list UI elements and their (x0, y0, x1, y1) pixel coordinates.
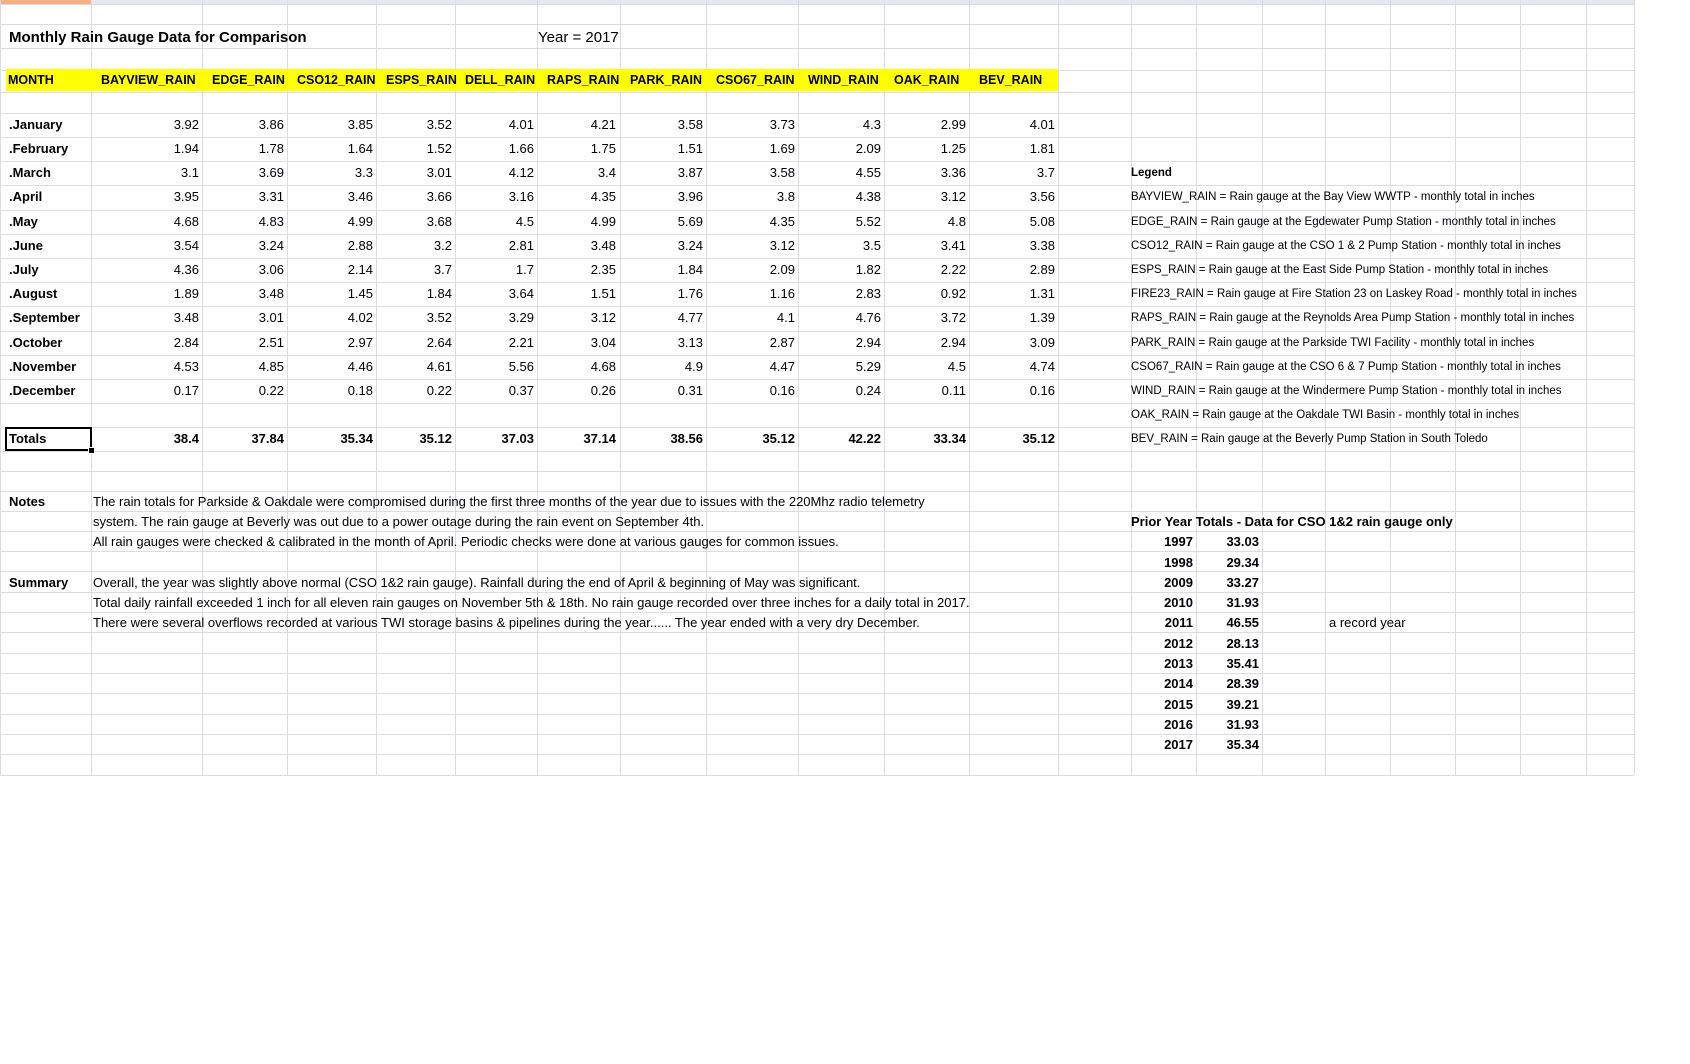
data-cell[interactable]: 0.22 (258, 383, 284, 398)
data-cell[interactable]: 4.12 (508, 165, 534, 180)
prior-value[interactable]: 39.21 (1226, 697, 1259, 712)
grid-row-line (0, 693, 1634, 694)
fill-handle[interactable] (88, 447, 95, 454)
data-cell[interactable]: 1.51 (590, 286, 616, 301)
prior-value[interactable]: 35.34 (1226, 737, 1259, 752)
data-cell[interactable]: 3.96 (677, 189, 703, 204)
grid-column-line (1058, 0, 1059, 775)
data-cell[interactable]: 4.8 (947, 214, 966, 229)
month-label[interactable]: .February (9, 141, 69, 156)
grid-row-line (0, 571, 1634, 572)
total-cell[interactable]: 35.12 (1022, 431, 1055, 446)
prior-value[interactable]: 31.93 (1226, 717, 1259, 732)
data-cell[interactable]: 1.16 (769, 286, 795, 301)
data-cell[interactable]: 2.87 (769, 335, 795, 350)
data-cell[interactable]: 3.54 (173, 238, 199, 253)
data-cell[interactable]: 3.12 (940, 189, 966, 204)
data-cell[interactable]: 1.39 (1029, 310, 1055, 325)
data-cell[interactable]: 3.16 (508, 189, 534, 204)
data-cell[interactable]: 1.75 (590, 141, 616, 156)
data-cell[interactable]: 4.53 (173, 359, 199, 374)
data-cell[interactable]: 4.36 (173, 262, 199, 277)
grid-row-line (0, 24, 1634, 25)
grid-row-line (0, 471, 1634, 472)
summary-line[interactable]: Total daily rainfall exceeded 1 inch for all eleven rain gauges on November 5th & 18th. No rain gauge recorded over three inches for a daily total in 2017. (93, 595, 970, 610)
data-cell[interactable]: 3.2 (433, 238, 452, 253)
prior-year[interactable]: 2012 (1164, 636, 1193, 651)
legend-item[interactable]: BEV_RAIN = Rain gauge at the Beverly Pump Station in South Toledo (1131, 433, 1488, 445)
grid-column-line (0, 0, 1, 775)
column-header[interactable]: BAYVIEW_RAIN (101, 73, 196, 87)
prior-year[interactable]: 2015 (1164, 697, 1193, 712)
data-cell[interactable]: 1.81 (1029, 141, 1055, 156)
data-cell[interactable]: 1.89 (173, 286, 199, 301)
grid-row-line (0, 161, 1634, 162)
data-cell[interactable]: 2.97 (347, 335, 373, 350)
data-cell[interactable]: 4.5 (515, 214, 534, 229)
grid-row-line (0, 379, 1634, 380)
legend-item[interactable]: OAK_RAIN = Rain gauge at the Oakdale TWI Basin - monthly total in inches (1131, 409, 1520, 421)
column-header[interactable]: OAK_RAIN (894, 73, 960, 87)
month-label[interactable]: .June (9, 238, 43, 253)
grid-column-line (798, 0, 799, 775)
column-header[interactable]: CSO12_RAIN (297, 73, 376, 87)
data-cell[interactable]: 3.41 (940, 238, 966, 253)
prior-value[interactable]: 31.93 (1226, 595, 1259, 610)
data-cell[interactable]: 0.18 (347, 383, 373, 398)
total-cell[interactable]: 42.22 (848, 431, 881, 446)
grid-column-line (376, 0, 377, 775)
data-cell[interactable]: 3.48 (258, 286, 284, 301)
data-cell[interactable]: 2.09 (855, 141, 881, 156)
data-cell[interactable]: 1.45 (347, 286, 373, 301)
data-cell[interactable]: 1.25 (940, 141, 966, 156)
data-cell[interactable]: 0.16 (769, 383, 795, 398)
legend-item[interactable]: CSO12_RAIN = Rain gauge at the CSO 1 & 2 Pump Station - monthly total in inches (1131, 240, 1561, 252)
data-cell[interactable]: 3.52 (426, 310, 452, 325)
data-cell[interactable]: 3.58 (769, 165, 795, 180)
data-cell[interactable]: 4.99 (590, 214, 616, 229)
grid-row-line (0, 592, 1634, 593)
data-cell[interactable]: 2.94 (940, 335, 966, 350)
data-cell[interactable]: 3.1 (180, 165, 199, 180)
data-cell[interactable]: 2.84 (173, 335, 199, 350)
data-cell[interactable]: 0.11 (941, 383, 966, 398)
prior-value[interactable]: 33.27 (1226, 575, 1259, 590)
data-cell[interactable]: 3.38 (1029, 238, 1055, 253)
data-cell[interactable]: 3.64 (508, 286, 534, 301)
data-cell[interactable]: 3.04 (590, 335, 616, 350)
data-cell[interactable]: 2.14 (347, 262, 373, 277)
prior-year[interactable]: 2011 (1164, 615, 1193, 630)
prior-value[interactable]: 35.41 (1226, 656, 1259, 671)
month-label[interactable]: .September (9, 310, 80, 325)
data-cell[interactable]: 3.24 (258, 238, 284, 253)
data-cell[interactable]: 4.61 (426, 359, 452, 374)
grid-row-line (0, 355, 1634, 356)
prior-year[interactable]: 1997 (1164, 534, 1193, 549)
grid-row-line (0, 551, 1634, 552)
data-cell[interactable]: 4.01 (1029, 117, 1055, 132)
grid-row-line (0, 734, 1634, 735)
data-cell[interactable]: 4.3 (862, 117, 881, 132)
data-cell[interactable]: 2.64 (426, 335, 452, 350)
data-cell[interactable]: 3.5 (862, 238, 881, 253)
legend-item[interactable]: WIND_RAIN = Rain gauge at the Windermere Pump Station - monthly total in inches (1131, 385, 1562, 397)
total-cell[interactable]: 35.12 (762, 431, 795, 446)
data-cell[interactable]: 0.24 (855, 383, 881, 398)
data-cell[interactable]: 4.01 (508, 117, 534, 132)
data-cell[interactable]: 0.16 (1029, 383, 1055, 398)
grid-row-line (0, 531, 1634, 532)
data-cell[interactable]: 4.21 (590, 117, 616, 132)
grid-row-line (0, 113, 1634, 114)
grid-row-line (0, 137, 1634, 138)
data-cell[interactable]: 2.88 (347, 238, 373, 253)
data-cell[interactable]: 5.52 (855, 214, 881, 229)
grid-row-line (0, 451, 1634, 452)
grid-column-line (884, 0, 885, 775)
prior-note[interactable]: a record year (1329, 615, 1406, 630)
data-cell[interactable]: 1.7 (515, 262, 534, 277)
month-label[interactable]: .August (9, 286, 58, 301)
data-cell[interactable]: 4.5 (947, 359, 966, 374)
data-cell[interactable]: 1.84 (426, 286, 452, 301)
month-label[interactable]: .October (9, 335, 63, 350)
data-cell[interactable]: 2.89 (1029, 262, 1055, 277)
grid-column-line (537, 0, 538, 775)
legend-item[interactable]: ESPS_RAIN = Rain gauge at the East Side Pump Station - monthly total in inches (1131, 264, 1549, 276)
grid-row-line (0, 258, 1634, 259)
prior-value[interactable]: 29.34 (1226, 555, 1259, 570)
column-header[interactable]: ESPS_RAIN (386, 73, 457, 87)
data-cell[interactable]: 4.83 (258, 214, 284, 229)
data-cell[interactable]: 4.9 (684, 359, 703, 374)
total-cell[interactable]: 37.03 (501, 431, 534, 446)
column-header[interactable]: BEV_RAIN (979, 73, 1043, 87)
data-cell[interactable]: 4.1 (776, 310, 795, 325)
prior-year[interactable]: 2013 (1164, 656, 1193, 671)
data-cell[interactable]: 2.51 (258, 335, 284, 350)
prior-value[interactable]: 28.13 (1226, 636, 1259, 651)
grid-row-line (0, 234, 1634, 235)
data-cell[interactable]: 0.26 (590, 383, 616, 398)
data-cell[interactable]: 3.52 (426, 117, 452, 132)
selected-cell[interactable] (5, 427, 92, 451)
legend-item[interactable]: PARK_RAIN = Rain gauge at the Parkside TWI Facility - monthly total in inches (1131, 337, 1535, 349)
data-cell[interactable]: 3.48 (173, 310, 199, 325)
grid-row-line (0, 331, 1634, 332)
data-cell[interactable]: 3.36 (940, 165, 966, 180)
grid-row-line (0, 48, 1634, 49)
data-cell[interactable]: 5.56 (508, 359, 534, 374)
data-cell[interactable]: 3.01 (258, 310, 284, 325)
column-header[interactable]: WIND_RAIN (808, 73, 879, 87)
data-cell[interactable]: 5.08 (1029, 214, 1055, 229)
legend-item[interactable]: FIRE23_RAIN = Rain gauge at Fire Station 23 on Laskey Road - monthly total in inches (1131, 288, 1577, 300)
data-cell[interactable]: 3.95 (173, 189, 199, 204)
prior-value[interactable]: 33.03 (1226, 534, 1259, 549)
prior-year[interactable]: 2010 (1164, 595, 1193, 610)
data-cell[interactable]: 1.51 (677, 141, 703, 156)
totals-label[interactable]: Totals (9, 431, 47, 446)
data-cell[interactable]: 3.68 (426, 214, 452, 229)
grid-column-line (455, 0, 456, 775)
year-label[interactable]: Year = 2017 (538, 29, 619, 46)
data-cell[interactable]: 1.69 (769, 141, 795, 156)
grid-row-line (0, 714, 1634, 715)
grid-row-line (0, 427, 1634, 428)
data-cell[interactable]: 1.94 (173, 141, 199, 156)
data-cell[interactable]: 3.06 (258, 262, 284, 277)
prior-years-title[interactable]: Prior Year Totals - Data for CSO 1&2 rain gauge only (1131, 514, 1453, 529)
data-cell[interactable]: 0.92 (940, 286, 966, 301)
data-cell[interactable]: 3.66 (426, 189, 452, 204)
data-cell[interactable]: 4.76 (855, 310, 881, 325)
notes-line[interactable]: system. The rain gauge at Beverly was out due to a power outage during the rain event on September 4th. (93, 514, 705, 529)
month-label[interactable]: .May (9, 214, 38, 229)
data-cell[interactable]: 0.37 (508, 383, 534, 398)
total-cell[interactable]: 38.56 (670, 431, 703, 446)
grid-column-line (202, 0, 203, 775)
prior-year[interactable]: 2017 (1164, 737, 1193, 752)
total-cell[interactable]: 35.12 (419, 431, 452, 446)
grid-row-line (0, 282, 1634, 283)
grid-row-line (0, 612, 1634, 613)
notes-line[interactable]: All rain gauges were checked & calibrated in the month of April. Periodic checks were done at various gauges for common issues. (93, 534, 839, 549)
data-cell[interactable]: 3.7 (1036, 165, 1055, 180)
data-cell[interactable]: 3.13 (677, 335, 703, 350)
total-cell[interactable]: 38.4 (173, 431, 199, 446)
summary-line[interactable]: Overall, the year was slightly above normal (CSO 1&2 rain gauge). Rainfall during the end of April & beginning of May was significant. (93, 575, 861, 590)
grid-row-line (0, 754, 1634, 755)
data-cell[interactable]: 1.78 (258, 141, 284, 156)
prior-year[interactable]: 2009 (1164, 575, 1193, 590)
summary-line[interactable]: There were several overflows recorded at various TWI storage basins & pipelines during the year...... The year ended with a very dry December. (93, 615, 920, 630)
grid-row-line (0, 511, 1634, 512)
summary-label[interactable]: Summary (9, 575, 69, 590)
total-cell[interactable]: 37.84 (251, 431, 284, 446)
data-cell[interactable]: 4.46 (347, 359, 373, 374)
data-cell[interactable]: 4.35 (590, 189, 616, 204)
grid-row-line (0, 673, 1634, 674)
data-cell[interactable]: 2.94 (855, 335, 881, 350)
grid-row-line (0, 632, 1634, 633)
data-cell[interactable]: 5.69 (677, 214, 703, 229)
data-cell[interactable]: 3.24 (677, 238, 703, 253)
data-cell[interactable]: 2.22 (940, 262, 966, 277)
legend-item[interactable]: RAPS_RAIN = Rain gauge at the Reynolds Area Pump Station - monthly total in inches (1131, 312, 1575, 324)
data-cell[interactable]: 4.35 (769, 214, 795, 229)
data-cell[interactable]: 3.73 (769, 117, 795, 132)
data-cell[interactable]: 4.77 (677, 310, 703, 325)
data-cell[interactable]: 4.68 (590, 359, 616, 374)
data-cell[interactable]: 3.85 (347, 117, 373, 132)
data-cell[interactable]: 1.76 (677, 286, 703, 301)
prior-value[interactable]: 28.39 (1226, 676, 1259, 691)
notes-label[interactable]: Notes (9, 494, 46, 509)
data-cell[interactable]: 3.31 (258, 189, 284, 204)
data-cell[interactable]: 3.58 (677, 117, 703, 132)
data-cell[interactable]: 1.82 (855, 262, 881, 277)
sheet-title[interactable]: Monthly Rain Gauge Data for Comparison (9, 29, 307, 46)
grid-row-line (0, 4, 1634, 5)
grid-row-line (0, 491, 1634, 492)
column-header[interactable]: CSO67_RAIN (716, 73, 795, 87)
grid-column-line (969, 0, 970, 775)
month-label[interactable]: .July (9, 262, 39, 277)
grid-row-line (0, 185, 1634, 186)
data-cell[interactable]: 2.09 (769, 262, 795, 277)
data-cell[interactable]: 3.92 (173, 117, 199, 132)
notes-line[interactable]: The rain totals for Parkside & Oakdale were compromised during the first three months of the year due to issues with the 220Mhz radio telemetry (93, 494, 925, 509)
month-label[interactable]: .December (9, 383, 76, 398)
prior-year[interactable]: 1998 (1164, 555, 1193, 570)
data-cell[interactable]: 4.02 (347, 310, 373, 325)
grid-column-line (1634, 0, 1635, 775)
data-cell[interactable]: 3.29 (508, 310, 534, 325)
legend-title[interactable]: Legend (1131, 167, 1172, 179)
data-cell[interactable]: 1.31 (1029, 286, 1055, 301)
column-header[interactable]: RAPS_RAIN (547, 73, 620, 87)
data-cell[interactable]: 3.3 (354, 165, 373, 180)
data-cell[interactable]: 0.31 (677, 383, 703, 398)
prior-year[interactable]: 2016 (1164, 717, 1193, 732)
data-cell[interactable]: 4.85 (258, 359, 284, 374)
grid-row-line (0, 775, 1634, 776)
legend-item[interactable]: CSO67_RAIN = Rain gauge at the CSO 6 & 7 Pump Station - monthly total in inches (1131, 361, 1561, 373)
column-header[interactable]: DELL_RAIN (465, 73, 536, 87)
grid-column-line (287, 0, 288, 775)
grid-column-line (620, 0, 621, 775)
data-cell[interactable]: 1.64 (347, 141, 373, 156)
data-cell[interactable]: 3.09 (1029, 335, 1055, 350)
data-cell[interactable]: 4.68 (173, 214, 199, 229)
data-cell[interactable]: 2.83 (855, 286, 881, 301)
data-cell[interactable]: 3.69 (258, 165, 284, 180)
data-cell[interactable]: 3.56 (1029, 189, 1055, 204)
legend-item[interactable]: EDGE_RAIN = Rain gauge at the Egdewater Pump Station - monthly total in inches (1131, 216, 1556, 228)
data-cell[interactable]: 4.55 (855, 165, 881, 180)
data-cell[interactable]: 5.29 (855, 359, 881, 374)
data-cell[interactable]: 3.12 (769, 238, 795, 253)
grid-column-line (91, 0, 92, 775)
grid-row-line (0, 92, 1634, 93)
prior-value[interactable]: 46.55 (1226, 615, 1259, 630)
data-cell[interactable]: 4.47 (769, 359, 795, 374)
data-cell[interactable]: 4.99 (347, 214, 373, 229)
data-cell[interactable]: 4.74 (1029, 359, 1055, 374)
data-cell[interactable]: 2.35 (590, 262, 616, 277)
data-cell[interactable]: 3.12 (590, 310, 616, 325)
data-cell[interactable]: 0.17 (173, 383, 199, 398)
month-label[interactable]: .March (9, 165, 51, 180)
data-cell[interactable]: 3.8 (776, 189, 795, 204)
column-header[interactable]: MONTH (8, 73, 54, 87)
data-cell[interactable]: 3.87 (677, 165, 703, 180)
data-cell[interactable]: 3.46 (347, 189, 373, 204)
data-cell[interactable]: 2.99 (940, 117, 966, 132)
data-cell[interactable]: 1.66 (508, 141, 534, 156)
month-label[interactable]: .November (9, 359, 77, 374)
total-cell[interactable]: 35.34 (340, 431, 373, 446)
grid-row-line (0, 653, 1634, 654)
data-cell[interactable]: 3.48 (590, 238, 616, 253)
data-cell[interactable]: 4.38 (855, 189, 881, 204)
data-cell[interactable]: 3.86 (258, 117, 284, 132)
data-cell[interactable]: 3.7 (433, 262, 452, 277)
month-label[interactable]: .January (9, 117, 63, 132)
data-cell[interactable]: 3.01 (426, 165, 452, 180)
prior-year[interactable]: 2014 (1164, 676, 1193, 691)
data-cell[interactable]: 1.52 (426, 141, 452, 156)
legend-item[interactable]: BAYVIEW_RAIN = Rain gauge at the Bay View WWTP - monthly total in inches (1131, 191, 1535, 203)
grid-row-line (0, 210, 1634, 211)
data-cell[interactable]: 0.22 (426, 383, 452, 398)
total-cell[interactable]: 33.34 (933, 431, 966, 446)
data-cell[interactable]: 2.81 (508, 238, 534, 253)
grid-column-line (1586, 0, 1587, 775)
grid-row-line (0, 403, 1634, 404)
month-label[interactable]: .April (9, 189, 43, 204)
data-cell[interactable]: 2.21 (508, 335, 534, 350)
column-header[interactable]: EDGE_RAIN (212, 73, 285, 87)
data-cell[interactable]: 3.4 (597, 165, 616, 180)
total-cell[interactable]: 37.14 (583, 431, 616, 446)
column-header[interactable]: PARK_RAIN (630, 73, 702, 87)
grid-column-line (706, 0, 707, 775)
data-cell[interactable]: 3.72 (940, 310, 966, 325)
grid-row-line (0, 306, 1634, 307)
data-cell[interactable]: 1.84 (677, 262, 703, 277)
